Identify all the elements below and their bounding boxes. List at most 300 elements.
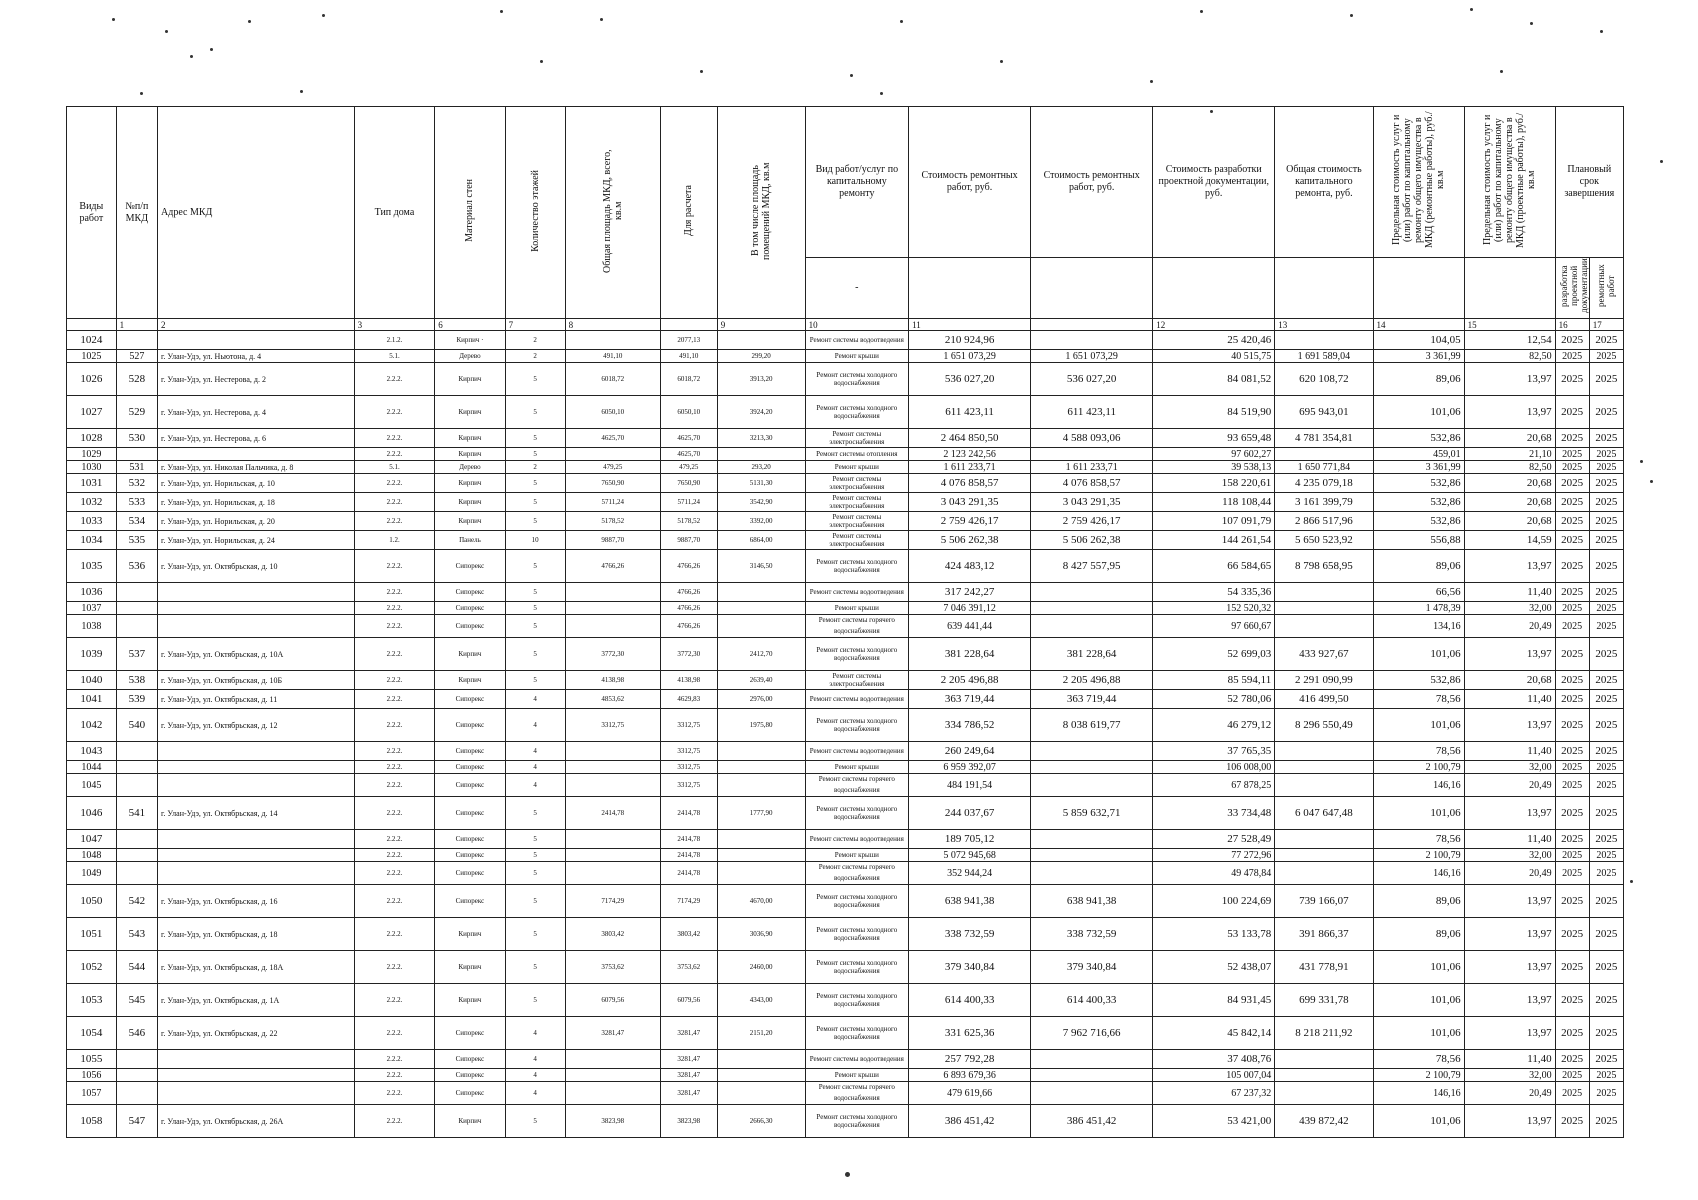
repair-cost-cell: 2 759 426,17 [909,512,1031,531]
total-area-cell: 4138,98 [565,671,660,690]
work-type-code-cell: 1030 [67,461,117,474]
design-deadline-cell: 2025 [1555,363,1589,396]
scan-speck [845,1172,850,1177]
table-row [67,350,1624,363]
work-type-code-cell: 1050 [67,885,117,918]
design-deadline-cell: 2025 [1555,331,1589,350]
house-type-cell: 2.2.2. [354,709,435,742]
total-area-cell: 3312,75 [565,709,660,742]
total-cost-cell [1275,1050,1373,1069]
header-row [67,107,1624,258]
max-repair-rate-cell: 532,86 [1373,512,1464,531]
building-number-cell [116,602,157,615]
building-repair-cost-cell: 7 962 716,66 [1031,1017,1153,1050]
calc-area-cell: 491,10 [660,350,717,363]
building-repair-cost-cell: 638 941,38 [1031,885,1153,918]
work-type-code-cell: 1049 [67,862,117,885]
calc-area-cell: 3312,75 [660,742,717,761]
building-number-cell: 536 [116,550,157,583]
max-design-rate-cell: 13,97 [1464,951,1555,984]
max-repair-rate-cell: 3 361,99 [1373,350,1464,363]
wall-material-cell: Сипорекс [435,849,505,862]
calc-area-cell: 4625,70 [660,429,717,448]
house-type-cell: 1.2. [354,531,435,550]
floors-cell: 2 [505,331,565,350]
max-repair-rate-cell: 78,56 [1373,742,1464,761]
scan-speck [210,48,213,51]
calc-area-cell: 4625,70 [660,448,717,461]
work-type-cell: Ремонт системы холодного водоснабжения [805,918,908,951]
premises-area-cell: 3213,30 [717,429,805,448]
scan-speck [1350,14,1353,17]
design-cost-cell: 77 272,96 [1153,849,1275,862]
total-cost-cell [1275,862,1373,885]
max-repair-rate-cell: 2 100,79 [1373,1069,1464,1082]
scan-speck [1530,22,1533,25]
scan-speck [300,90,303,93]
calc-area-cell: 3281,47 [660,1082,717,1105]
floors-cell: 4 [505,690,565,709]
design-cost-cell: 67 878,25 [1153,774,1275,797]
total-area-cell [565,602,660,615]
work-type-code-cell: 1052 [67,951,117,984]
design-deadline-cell: 2025 [1555,984,1589,1017]
scan-speck [850,74,853,77]
building-number-cell [116,331,157,350]
house-type-cell: 2.2.2. [354,363,435,396]
work-type-cell: Ремонт системы горячего водоснабжения [805,862,908,885]
building-number-cell: 534 [116,512,157,531]
premises-area-cell [717,742,805,761]
design-deadline-cell: 2025 [1555,474,1589,493]
floors-cell: 2 [505,461,565,474]
address-cell [158,761,355,774]
repair-cost-cell: 2 205 496,88 [909,671,1031,690]
max-design-rate-cell: 11,40 [1464,1050,1555,1069]
table-row [67,396,1624,429]
address-cell [158,862,355,885]
house-type-cell: 2.2.2. [354,1017,435,1050]
design-deadline-cell: 2025 [1555,885,1589,918]
floors-cell: 4 [505,709,565,742]
repair-deadline-cell: 2025 [1589,690,1623,709]
design-deadline-cell: 2025 [1555,583,1589,602]
work-type-code-cell: 1031 [67,474,117,493]
building-repair-cost-cell: 1 651 073,29 [1031,350,1153,363]
total-cost-cell: 8 218 211,92 [1275,1017,1373,1050]
wall-material-cell: Сипорекс [435,774,505,797]
design-deadline-cell: 2025 [1555,396,1589,429]
design-cost-cell: 118 108,44 [1153,493,1275,512]
building-repair-cost-cell: 386 451,42 [1031,1105,1153,1138]
work-type-cell: Ремонт системы горячего водоснабжения [805,615,908,638]
header-empty [1153,258,1275,319]
total-area-cell: 5178,52 [565,512,660,531]
design-deadline-cell: 2025 [1555,448,1589,461]
calc-area-cell: 2077,13 [660,331,717,350]
calc-area-cell: 2414,78 [660,862,717,885]
max-design-rate-cell: 13,97 [1464,984,1555,1017]
repair-deadline-cell: 2025 [1589,951,1623,984]
premises-area-cell: 3542,90 [717,493,805,512]
total-area-cell [565,583,660,602]
work-type-code-cell: 1036 [67,583,117,602]
design-cost-cell: 84 931,45 [1153,984,1275,1017]
floors-cell: 5 [505,918,565,951]
table-row [67,830,1624,849]
max-design-rate-cell: 20,68 [1464,493,1555,512]
max-repair-rate-cell: 101,06 [1373,797,1464,830]
max-repair-rate-cell: 1 478,39 [1373,602,1464,615]
table-row [67,1069,1624,1082]
wall-material-cell: Кирпич [435,474,505,493]
house-type-cell: 2.2.2. [354,396,435,429]
design-cost-cell: 84 081,52 [1153,363,1275,396]
building-number-cell [116,774,157,797]
premises-area-cell: 2976,00 [717,690,805,709]
house-type-cell: 2.2.2. [354,849,435,862]
max-design-rate-cell: 20,49 [1464,862,1555,885]
address-cell [158,1050,355,1069]
work-type-cell: Ремонт системы электроснабжения [805,531,908,550]
address-cell: г. Улан-Удэ, ул. Октябрьская, д. 22 [158,1017,355,1050]
max-design-rate-cell: 13,97 [1464,885,1555,918]
repair-deadline-cell: 2025 [1589,350,1623,363]
max-design-rate-cell: 11,40 [1464,830,1555,849]
floors-cell: 5 [505,396,565,429]
wall-material-cell: Дерево [435,350,505,363]
address-cell: г. Улан-Удэ, ул. Октябрьская, д. 18А [158,951,355,984]
repair-deadline-cell: 2025 [1589,429,1623,448]
work-type-code-cell: 1058 [67,1105,117,1138]
header-cell: Стоимость ремонтных работ, руб. [909,107,1031,258]
work-type-cell: Ремонт системы электроснабжения [805,493,908,512]
building-number-cell [116,448,157,461]
total-cost-cell: 6 047 647,48 [1275,797,1373,830]
calc-area-cell: 3281,47 [660,1050,717,1069]
calc-area-cell: 4766,26 [660,583,717,602]
table-row [67,615,1624,638]
design-deadline-cell: 2025 [1555,1105,1589,1138]
work-type-code-cell: 1054 [67,1017,117,1050]
floors-cell: 5 [505,951,565,984]
building-number-cell: 533 [116,493,157,512]
total-area-cell: 3753,62 [565,951,660,984]
work-type-cell: Ремонт системы водоотведения [805,830,908,849]
total-cost-cell: 3 161 399,79 [1275,493,1373,512]
premises-area-cell [717,331,805,350]
house-type-cell: 2.2.2. [354,493,435,512]
max-design-rate-cell: 32,00 [1464,1069,1555,1082]
building-repair-cost-cell [1031,602,1153,615]
calc-area-cell: 2414,78 [660,849,717,862]
premises-area-cell [717,1082,805,1105]
header-empty [909,258,1031,319]
table-row [67,918,1624,951]
premises-area-cell: 3913,20 [717,363,805,396]
total-area-cell [565,1069,660,1082]
repair-deadline-cell: 2025 [1589,984,1623,1017]
floors-cell: 5 [505,512,565,531]
total-cost-cell [1275,583,1373,602]
calc-area-cell: 479,25 [660,461,717,474]
design-deadline-cell: 2025 [1555,918,1589,951]
work-type-code-cell: 1026 [67,363,117,396]
repair-cost-cell: 352 944,24 [909,862,1031,885]
total-area-cell: 491,10 [565,350,660,363]
repair-cost-cell: 338 732,59 [909,918,1031,951]
max-repair-rate-cell: 556,88 [1373,531,1464,550]
header-cell: Стоимость разработки проектной документации, руб. [1153,107,1275,258]
house-type-cell: 2.2.2. [354,690,435,709]
house-type-cell: 2.2.2. [354,602,435,615]
scan-speck [880,92,883,95]
work-type-code-cell: 1045 [67,774,117,797]
header-cell: №п/п МКД [116,107,157,319]
total-cost-cell [1275,1082,1373,1105]
repair-deadline-cell: 2025 [1589,461,1623,474]
premises-area-cell: 3146,50 [717,550,805,583]
total-cost-cell: 739 166,07 [1275,885,1373,918]
calc-area-cell: 4138,98 [660,671,717,690]
house-type-cell: 2.2.2. [354,1069,435,1082]
work-type-code-cell: 1055 [67,1050,117,1069]
table-row [67,951,1624,984]
column-number: 15 [1464,319,1555,331]
design-cost-cell: 27 528,49 [1153,830,1275,849]
max-design-rate-cell: 12,54 [1464,331,1555,350]
premises-area-cell: 5131,30 [717,474,805,493]
premises-area-cell: 3036,90 [717,918,805,951]
address-cell [158,602,355,615]
building-number-cell: 535 [116,531,157,550]
table-row [67,531,1624,550]
repair-deadline-cell: 2025 [1589,709,1623,742]
wall-material-cell: Сипорекс [435,550,505,583]
floors-cell: 5 [505,885,565,918]
table-row [67,1017,1624,1050]
repair-deadline-cell: 2025 [1589,1069,1623,1082]
address-cell: г. Улан-Удэ, ул. Норильская, д. 24 [158,531,355,550]
premises-area-cell [717,448,805,461]
design-deadline-cell: 2025 [1555,1069,1589,1082]
design-deadline-cell: 2025 [1555,830,1589,849]
premises-area-cell: 2460,00 [717,951,805,984]
repair-cost-cell: 639 441,44 [909,615,1031,638]
wall-material-cell: Кирпич [435,396,505,429]
house-type-cell: 2.2.2. [354,448,435,461]
max-repair-rate-cell: 66,56 [1373,583,1464,602]
building-repair-cost-cell [1031,583,1153,602]
calc-area-cell: 4629,83 [660,690,717,709]
total-area-cell: 4853,62 [565,690,660,709]
max-design-rate-cell: 13,97 [1464,918,1555,951]
scan-speck [248,20,251,23]
premises-area-cell [717,849,805,862]
design-cost-cell: 52 438,07 [1153,951,1275,984]
wall-material-cell: Сипорекс [435,1050,505,1069]
house-type-cell: 2.2.2. [354,512,435,531]
house-type-cell: 5.1. [354,350,435,363]
total-area-cell [565,331,660,350]
total-cost-cell: 699 331,78 [1275,984,1373,1017]
work-type-cell: Ремонт системы отопления [805,448,908,461]
max-design-rate-cell: 13,97 [1464,396,1555,429]
work-type-code-cell: 1047 [67,830,117,849]
repair-deadline-cell: 2025 [1589,742,1623,761]
premises-area-cell: 3924,20 [717,396,805,429]
repair-cost-cell: 6 959 392,07 [909,761,1031,774]
total-area-cell: 479,25 [565,461,660,474]
house-type-cell: 2.2.2. [354,830,435,849]
repair-cost-cell: 424 483,12 [909,550,1031,583]
building-repair-cost-cell: 8 427 557,95 [1031,550,1153,583]
scan-speck [112,18,115,21]
work-type-code-cell: 1056 [67,1069,117,1082]
design-deadline-cell: 2025 [1555,1082,1589,1105]
table-row [67,448,1624,461]
premises-area-cell [717,615,805,638]
building-number-cell: 528 [116,363,157,396]
repair-cost-cell: 1 651 073,29 [909,350,1031,363]
total-area-cell [565,1082,660,1105]
floors-cell: 5 [505,862,565,885]
house-type-cell: 5.1. [354,461,435,474]
building-repair-cost-cell [1031,774,1153,797]
scan-speck [1200,10,1203,13]
design-cost-cell: 66 584,65 [1153,550,1275,583]
design-cost-cell: 97 602,27 [1153,448,1275,461]
building-repair-cost-cell: 4 076 858,57 [1031,474,1153,493]
building-number-cell: 530 [116,429,157,448]
max-repair-rate-cell: 89,06 [1373,363,1464,396]
floors-cell: 5 [505,671,565,690]
work-type-code-cell: 1029 [67,448,117,461]
total-area-cell [565,862,660,885]
work-type-cell: Ремонт крыши [805,350,908,363]
house-type-cell: 2.2.2. [354,638,435,671]
building-repair-cost-cell [1031,1069,1153,1082]
address-cell: г. Улан-Удэ, ул. Октябрьская, д. 11 [158,690,355,709]
calc-area-cell: 3312,75 [660,709,717,742]
work-type-cell: Ремонт системы водоотведения [805,742,908,761]
repair-deadline-cell: 2025 [1589,331,1623,350]
floors-cell: 5 [505,583,565,602]
repair-cost-cell: 5 506 262,38 [909,531,1031,550]
design-cost-cell: 53 133,78 [1153,918,1275,951]
total-cost-cell [1275,602,1373,615]
building-repair-cost-cell: 363 719,44 [1031,690,1153,709]
max-design-rate-cell: 82,50 [1464,461,1555,474]
table-row [67,862,1624,885]
total-cost-cell [1275,774,1373,797]
premises-area-cell: 1975,80 [717,709,805,742]
max-repair-rate-cell: 2 100,79 [1373,849,1464,862]
table-row [67,984,1624,1017]
header-empty [1031,258,1153,319]
wall-material-cell: Сипорекс [435,583,505,602]
building-number-cell [116,1050,157,1069]
work-type-code-cell: 1040 [67,671,117,690]
house-type-cell: 2.2.2. [354,615,435,638]
column-number: 14 [1373,319,1464,331]
wall-material-cell: Кирпич [435,1105,505,1138]
design-deadline-cell: 2025 [1555,1050,1589,1069]
max-repair-rate-cell: 146,16 [1373,774,1464,797]
building-repair-cost-cell: 2 205 496,88 [1031,671,1153,690]
wall-material-cell: Сипорекс [435,709,505,742]
address-cell: г. Улан-Удэ, ул. Ньютона, д. 4 [158,350,355,363]
repair-cost-cell: 479 619,66 [909,1082,1031,1105]
floors-cell: 5 [505,448,565,461]
building-number-cell: 532 [116,474,157,493]
max-design-rate-cell: 13,97 [1464,797,1555,830]
repair-register-table [66,106,1624,1138]
address-cell: г. Улан-Удэ, ул. Октябрьская, д. 18 [158,918,355,951]
wall-material-cell: Сипорекс [435,1082,505,1105]
building-number-cell: 547 [116,1105,157,1138]
floors-cell: 5 [505,493,565,512]
building-repair-cost-cell: 2 759 426,17 [1031,512,1153,531]
max-design-rate-cell: 32,00 [1464,761,1555,774]
repair-deadline-cell: 2025 [1589,1017,1623,1050]
building-repair-cost-cell: 1 611 233,71 [1031,461,1153,474]
repair-cost-cell: 210 924,96 [909,331,1031,350]
address-cell: г. Улан-Удэ, ул. Нестерова, д. 4 [158,396,355,429]
table-row [67,363,1624,396]
table-row [67,512,1624,531]
floors-cell: 4 [505,1082,565,1105]
design-cost-cell: 40 515,75 [1153,350,1275,363]
scan-speck [1650,480,1653,483]
building-repair-cost-cell [1031,448,1153,461]
work-type-cell: Ремонт системы холодного водоснабжения [805,1105,908,1138]
numbering-row [67,319,1624,331]
house-type-cell: 2.1.2. [354,331,435,350]
table-row [67,638,1624,671]
design-deadline-cell: 2025 [1555,602,1589,615]
calc-area-cell: 2414,78 [660,830,717,849]
header-cell: Материал стен [435,107,505,319]
design-cost-cell: 49 478,84 [1153,862,1275,885]
house-type-cell: 2.2.2. [354,862,435,885]
floors-cell: 5 [505,550,565,583]
calc-area-cell: 9887,70 [660,531,717,550]
design-deadline-cell: 2025 [1555,350,1589,363]
max-repair-rate-cell: 101,06 [1373,709,1464,742]
premises-area-cell: 299,20 [717,350,805,363]
building-number-cell: 538 [116,671,157,690]
work-type-code-cell: 1035 [67,550,117,583]
total-cost-cell: 439 872,42 [1275,1105,1373,1138]
design-cost-cell: 84 519,90 [1153,396,1275,429]
floors-cell: 10 [505,531,565,550]
max-repair-rate-cell: 459,01 [1373,448,1464,461]
register-sheet [66,106,1624,1138]
total-area-cell [565,830,660,849]
premises-area-cell: 1777,90 [717,797,805,830]
design-cost-cell: 144 261,54 [1153,531,1275,550]
repair-cost-cell: 260 249,64 [909,742,1031,761]
calc-area-cell: 3772,30 [660,638,717,671]
max-repair-rate-cell: 532,86 [1373,671,1464,690]
max-repair-rate-cell: 78,56 [1373,690,1464,709]
calc-area-cell: 4766,26 [660,550,717,583]
repair-deadline-cell: 2025 [1589,602,1623,615]
wall-material-cell: Кирпич [435,918,505,951]
total-area-cell: 4766,26 [565,550,660,583]
address-cell: г. Улан-Удэ, ул. Октябрьская, д. 10Б [158,671,355,690]
